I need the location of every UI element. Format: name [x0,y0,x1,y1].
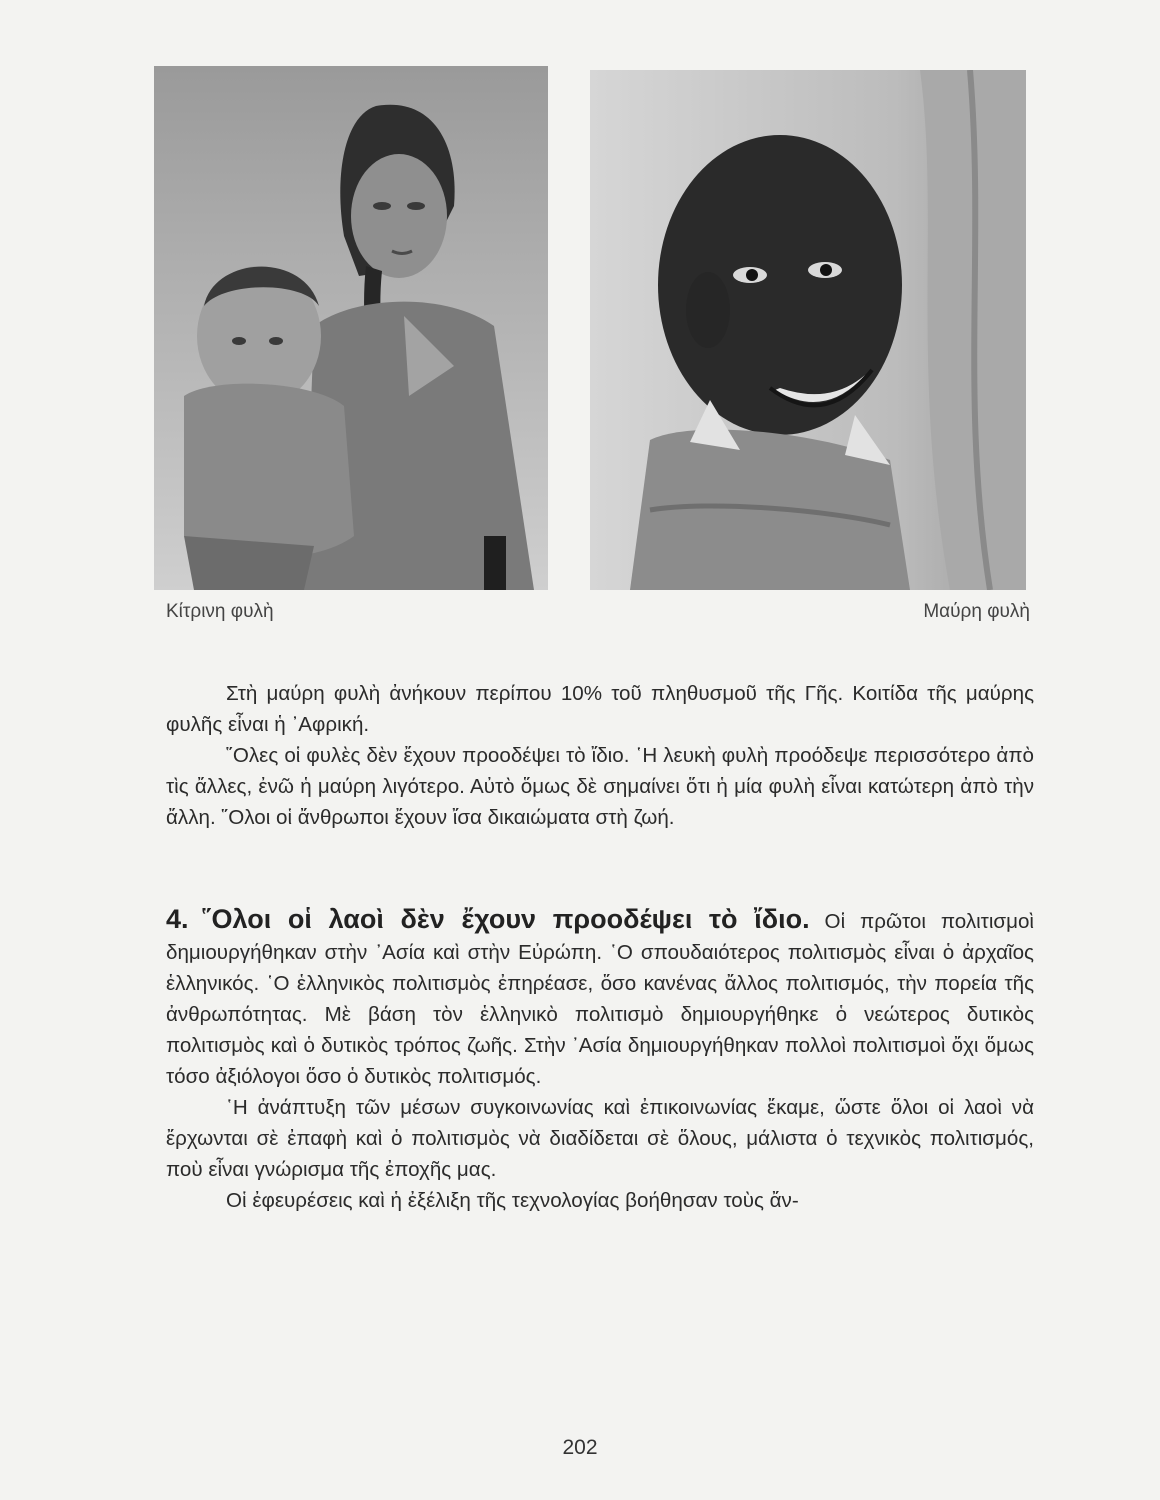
photo-girl-with-baby-illustration [154,66,548,590]
top-text-block [166,678,1034,833]
photo-smiling-boy [590,70,1026,590]
section-lead-text: Οἱ πρῶτοι πολιτισμοὶ δημιουργήθηκαν στὴν ᾽Ασία καὶ στὴν Εὐρώπη. ῾Ο σπουδαιότερος πολιτισμὸς εἶναι ὁ ἀρχαῖος ἑλληνικός. ῾Ο ἑλληνικὸς πολιτισμὸς ἐπηρέασε, ὅσο κανένας ἄλλος πολιτισμός, τὴν πορεία τῆς ἀνθρωπότητας. Μὲ βάση τὸν ἑλληνικὸ πολιτισμὸ δημιουργήθηκε ὁ νεώτερος δυτικὸς πολιτισμὸς καὶ ὁ δυτικὸς τρόπος ζωῆς. Στὴν ᾽Ασία δημιουργήθηκαν πολλοὶ πολιτισμοὶ ὄχι ὅμως τόσο ἀξιόλογοι ὅσο ὁ δυτικὸς πολιτισμός. [166,910,1035,1088]
section-title: ῞Ολοι οἱ λαοὶ δὲν ἔχουν προοδέψει τὸ ἴδιο. [202,904,810,934]
caption-yellow-race: Κίτρινη φυλὴ [166,601,274,622]
paragraph-inventions: Οἱ ἐφευρέσεις καὶ ἡ ἐξέλιξη τῆς τεχνολογίας βοήθησαν τοὺς ἄν- [226,1189,799,1212]
paragraph-races-progress: ῞Ολες οἱ φυλὲς δὲν ἔχουν προοδέψει τὸ ἴδιο. ῾Η λευκὴ φυλὴ προόδεψε περισσότερο ἀπὸ τὶς ἄλλες, ἐνῶ ἡ μαύρη λιγότερο. Αὐτὸ ὅμως δὲ σημαίνει ὅτι ἡ μία φυλὴ εἶναι κατώτερη ἀπὸ τὴν ἄλλη. ῞Ολοι οἱ ἄνθρωποι ἔχουν ἴσα δικαιώματα στὴ ζωή. [166,744,1034,829]
paragraph-black-race-population: Στὴ μαύρη φυλὴ ἀνήκουν περίπου 10% τοῦ πληθυσμοῦ τῆς Γῆς. Κοιτίδα τῆς μαύρης φυλῆς εἶναι ἡ ᾽Αφρική. [166,682,1034,736]
page-number: 202 [562,1436,598,1459]
section-heading [166,904,810,934]
caption-black-race: Μαύρη φυλὴ [923,601,1030,622]
photo-girl-with-baby [154,66,548,590]
section-4-block [166,904,1034,1216]
photo-smiling-boy-illustration [590,70,1026,590]
section-number: 4. [166,904,189,934]
section-4-lead-paragraph [166,904,1034,1092]
paragraph-communication: ῾Η ἀνάπτυξη τῶν μέσων συγκοινωνίας καὶ ἐπικοινωνίας ἔκαμε, ὥστε ὅλοι οἱ λαοὶ νὰ ἔρχωνται σὲ ἐπαφὴ καὶ ὁ πολιτισμὸς νὰ διαδίδεται σὲ ὅλους, μάλιστα ὁ τεχνικὸς πολιτισμός, ποὺ εἶναι γνώρισμα τῆς ἐποχῆς μας. [166,1096,1034,1181]
